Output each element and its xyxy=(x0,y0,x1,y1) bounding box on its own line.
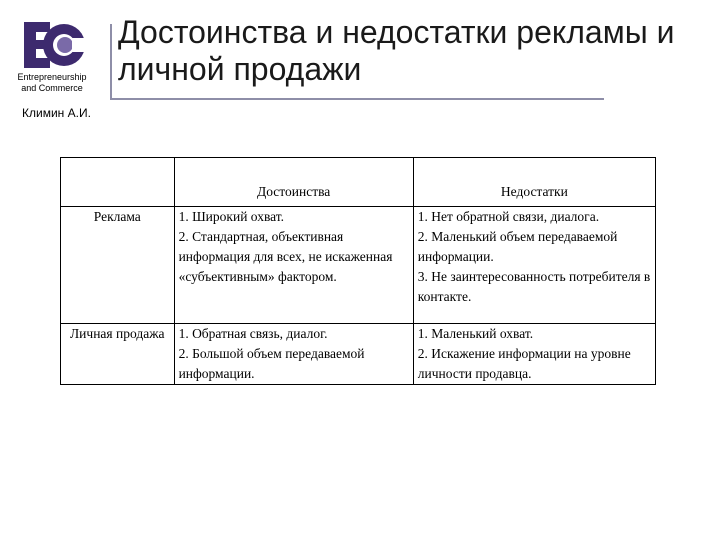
header-disadvantages: Недостатки xyxy=(413,158,655,207)
ec-logo-icon xyxy=(16,20,88,70)
advantages-cell: 1. Обратная связь, диалог. 2. Большой объем передаваемой информации. xyxy=(174,324,413,385)
logo-caption: Entrepreneurship and Commerce xyxy=(17,72,87,93)
slide-title: Достоинства и недостатки рекламы и личной продажи xyxy=(118,14,675,87)
comparison-table xyxy=(60,157,656,385)
table-row xyxy=(61,324,656,385)
header-advantages: Достоинства xyxy=(174,158,413,207)
row-label: Реклама xyxy=(61,207,175,324)
table-header-row xyxy=(61,158,656,207)
title-divider-horizontal xyxy=(112,98,604,100)
row-label: Личная продажа xyxy=(61,324,175,385)
author: Климин А.И. xyxy=(22,106,91,120)
disadvantages-cell: 1. Маленький охват. 2. Искажение информации на уровне личности продавца. xyxy=(413,324,655,385)
table-row xyxy=(61,207,656,324)
disadvantages-cell: 1. Нет обратной связи, диалога. 2. Маленький объем передаваемой информации. 3. Не заинтересованность потребителя в контакте. xyxy=(413,207,655,324)
advantages-cell: 1. Широкий охват. 2. Стандартная, объективная информация для всех, не искаженная «субъективным» фактором. xyxy=(174,207,413,324)
header-empty xyxy=(61,158,175,207)
title-divider-vertical xyxy=(110,24,112,100)
logo xyxy=(12,20,92,92)
